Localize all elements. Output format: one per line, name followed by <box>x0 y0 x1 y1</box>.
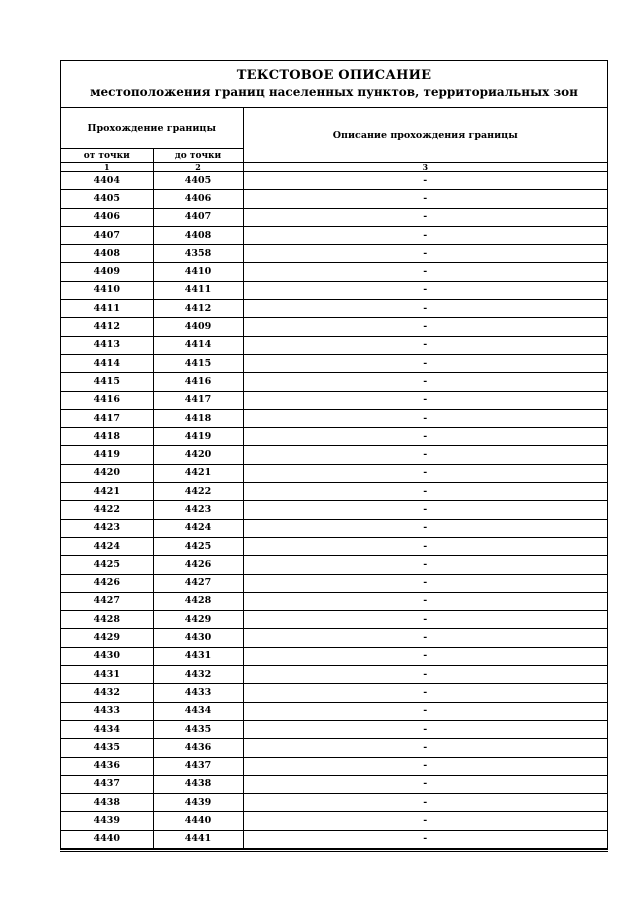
table-row <box>61 336 607 354</box>
table-row <box>61 172 607 190</box>
table-row <box>61 226 607 244</box>
from-point-cell: 4409 <box>61 263 153 281</box>
description-cell: - <box>243 720 607 738</box>
to-point-cell: 4434 <box>153 702 243 720</box>
column-number: 1 <box>61 163 153 172</box>
from-point-cell: 4425 <box>61 556 153 574</box>
to-point-cell: 4438 <box>153 775 243 793</box>
description-cell: - <box>243 757 607 775</box>
description-cell: - <box>243 830 607 848</box>
description-cell: - <box>243 172 607 190</box>
to-point-cell: 4421 <box>153 464 243 482</box>
description-cell: - <box>243 226 607 244</box>
description-cell: - <box>243 812 607 830</box>
boundary-table <box>61 108 607 849</box>
from-point-cell: 4438 <box>61 794 153 812</box>
description-cell: - <box>243 775 607 793</box>
to-point-cell: 4433 <box>153 684 243 702</box>
to-point-cell: 4424 <box>153 519 243 537</box>
header-boundary-passage: Прохождение границы <box>61 108 243 149</box>
from-point-cell: 4404 <box>61 172 153 190</box>
to-point-cell: 4440 <box>153 812 243 830</box>
to-point-cell: 4414 <box>153 336 243 354</box>
to-point-cell: 4410 <box>153 263 243 281</box>
column-number: 2 <box>153 163 243 172</box>
table-row <box>61 391 607 409</box>
table-row <box>61 483 607 501</box>
table-row <box>61 830 607 848</box>
table-row <box>61 666 607 684</box>
to-point-cell: 4407 <box>153 208 243 226</box>
to-point-cell: 4436 <box>153 739 243 757</box>
table-row <box>61 757 607 775</box>
description-cell: - <box>243 336 607 354</box>
table-row <box>61 537 607 555</box>
from-point-cell: 4428 <box>61 611 153 629</box>
description-cell: - <box>243 611 607 629</box>
table-row <box>61 794 607 812</box>
table-row <box>61 629 607 647</box>
description-cell: - <box>243 245 607 263</box>
document-frame <box>60 60 608 850</box>
description-cell: - <box>243 446 607 464</box>
from-point-cell: 4408 <box>61 245 153 263</box>
to-point-cell: 4430 <box>153 629 243 647</box>
from-point-cell: 4433 <box>61 702 153 720</box>
to-point-cell: 4409 <box>153 318 243 336</box>
table-row <box>61 501 607 519</box>
description-cell: - <box>243 556 607 574</box>
table-row <box>61 611 607 629</box>
from-point-cell: 4424 <box>61 537 153 555</box>
to-point-cell: 4405 <box>153 172 243 190</box>
table-row <box>61 464 607 482</box>
to-point-cell: 4416 <box>153 373 243 391</box>
table-row <box>61 208 607 226</box>
to-point-cell: 4432 <box>153 666 243 684</box>
from-point-cell: 4431 <box>61 666 153 684</box>
description-cell: - <box>243 318 607 336</box>
to-point-cell: 4429 <box>153 611 243 629</box>
to-point-cell: 4408 <box>153 226 243 244</box>
from-point-cell: 4423 <box>61 519 153 537</box>
from-point-cell: 4432 <box>61 684 153 702</box>
table-row <box>61 556 607 574</box>
to-point-cell: 4425 <box>153 537 243 555</box>
table-row <box>61 354 607 372</box>
title-block <box>61 61 607 108</box>
table-row <box>61 775 607 793</box>
to-point-cell: 4406 <box>153 190 243 208</box>
to-point-cell: 4441 <box>153 830 243 848</box>
table-row <box>61 684 607 702</box>
from-point-cell: 4434 <box>61 720 153 738</box>
from-point-cell: 4420 <box>61 464 153 482</box>
to-point-cell: 4418 <box>153 409 243 427</box>
from-point-cell: 4421 <box>61 483 153 501</box>
header-from-point: от точки <box>61 149 153 163</box>
table-row <box>61 574 607 592</box>
to-point-cell: 4358 <box>153 245 243 263</box>
description-cell: - <box>243 519 607 537</box>
from-point-cell: 4418 <box>61 428 153 446</box>
from-point-cell: 4435 <box>61 739 153 757</box>
description-cell: - <box>243 684 607 702</box>
description-cell: - <box>243 629 607 647</box>
from-point-cell: 4417 <box>61 409 153 427</box>
from-point-cell: 4430 <box>61 647 153 665</box>
description-cell: - <box>243 281 607 299</box>
description-cell: - <box>243 592 607 610</box>
from-point-cell: 4413 <box>61 336 153 354</box>
description-cell: - <box>243 702 607 720</box>
to-point-cell: 4422 <box>153 483 243 501</box>
from-point-cell: 4406 <box>61 208 153 226</box>
table-row <box>61 720 607 738</box>
table-row <box>61 812 607 830</box>
table-row <box>61 446 607 464</box>
description-cell: - <box>243 501 607 519</box>
to-point-cell: 4415 <box>153 354 243 372</box>
table-row <box>61 739 607 757</box>
table-row <box>61 373 607 391</box>
from-point-cell: 4427 <box>61 592 153 610</box>
header-to-point: до точки <box>153 149 243 163</box>
to-point-cell: 4423 <box>153 501 243 519</box>
to-point-cell: 4428 <box>153 592 243 610</box>
to-point-cell: 4420 <box>153 446 243 464</box>
table-row <box>61 647 607 665</box>
description-cell: - <box>243 739 607 757</box>
from-point-cell: 4405 <box>61 190 153 208</box>
table-row <box>61 318 607 336</box>
from-point-cell: 4412 <box>61 318 153 336</box>
description-cell: - <box>243 263 607 281</box>
description-cell: - <box>243 794 607 812</box>
from-point-cell: 4415 <box>61 373 153 391</box>
document-subtitle: местоположения границ населенных пунктов, территориальных зон <box>90 85 578 99</box>
to-point-cell: 4426 <box>153 556 243 574</box>
to-point-cell: 4412 <box>153 300 243 318</box>
from-point-cell: 4419 <box>61 446 153 464</box>
table-row <box>61 263 607 281</box>
from-point-cell: 4439 <box>61 812 153 830</box>
table-row <box>61 409 607 427</box>
description-cell: - <box>243 647 607 665</box>
description-cell: - <box>243 354 607 372</box>
description-cell: - <box>243 409 607 427</box>
to-point-cell: 4427 <box>153 574 243 592</box>
document-title: ТЕКСТОВОЕ ОПИСАНИЕ <box>236 68 432 83</box>
table-row <box>61 281 607 299</box>
to-point-cell: 4431 <box>153 647 243 665</box>
description-cell: - <box>243 373 607 391</box>
from-point-cell: 4426 <box>61 574 153 592</box>
from-point-cell: 4440 <box>61 830 153 848</box>
description-cell: - <box>243 537 607 555</box>
description-cell: - <box>243 574 607 592</box>
from-point-cell: 4414 <box>61 354 153 372</box>
description-cell: - <box>243 391 607 409</box>
to-point-cell: 4435 <box>153 720 243 738</box>
from-point-cell: 4429 <box>61 629 153 647</box>
from-point-cell: 4407 <box>61 226 153 244</box>
table-row <box>61 300 607 318</box>
to-point-cell: 4411 <box>153 281 243 299</box>
table-row <box>61 702 607 720</box>
header-description: Описание прохождения границы <box>243 108 607 163</box>
from-point-cell: 4437 <box>61 775 153 793</box>
table-row <box>61 190 607 208</box>
to-point-cell: 4439 <box>153 794 243 812</box>
description-cell: - <box>243 428 607 446</box>
from-point-cell: 4411 <box>61 300 153 318</box>
table-row <box>61 245 607 263</box>
to-point-cell: 4437 <box>153 757 243 775</box>
description-cell: - <box>243 666 607 684</box>
column-number: 3 <box>243 163 607 172</box>
table-row <box>61 592 607 610</box>
description-cell: - <box>243 300 607 318</box>
description-cell: - <box>243 464 607 482</box>
description-cell: - <box>243 483 607 501</box>
from-point-cell: 4416 <box>61 391 153 409</box>
to-point-cell: 4417 <box>153 391 243 409</box>
from-point-cell: 4436 <box>61 757 153 775</box>
table-row <box>61 428 607 446</box>
description-cell: - <box>243 208 607 226</box>
description-cell: - <box>243 190 607 208</box>
from-point-cell: 4422 <box>61 501 153 519</box>
to-point-cell: 4419 <box>153 428 243 446</box>
table-row <box>61 519 607 537</box>
from-point-cell: 4410 <box>61 281 153 299</box>
